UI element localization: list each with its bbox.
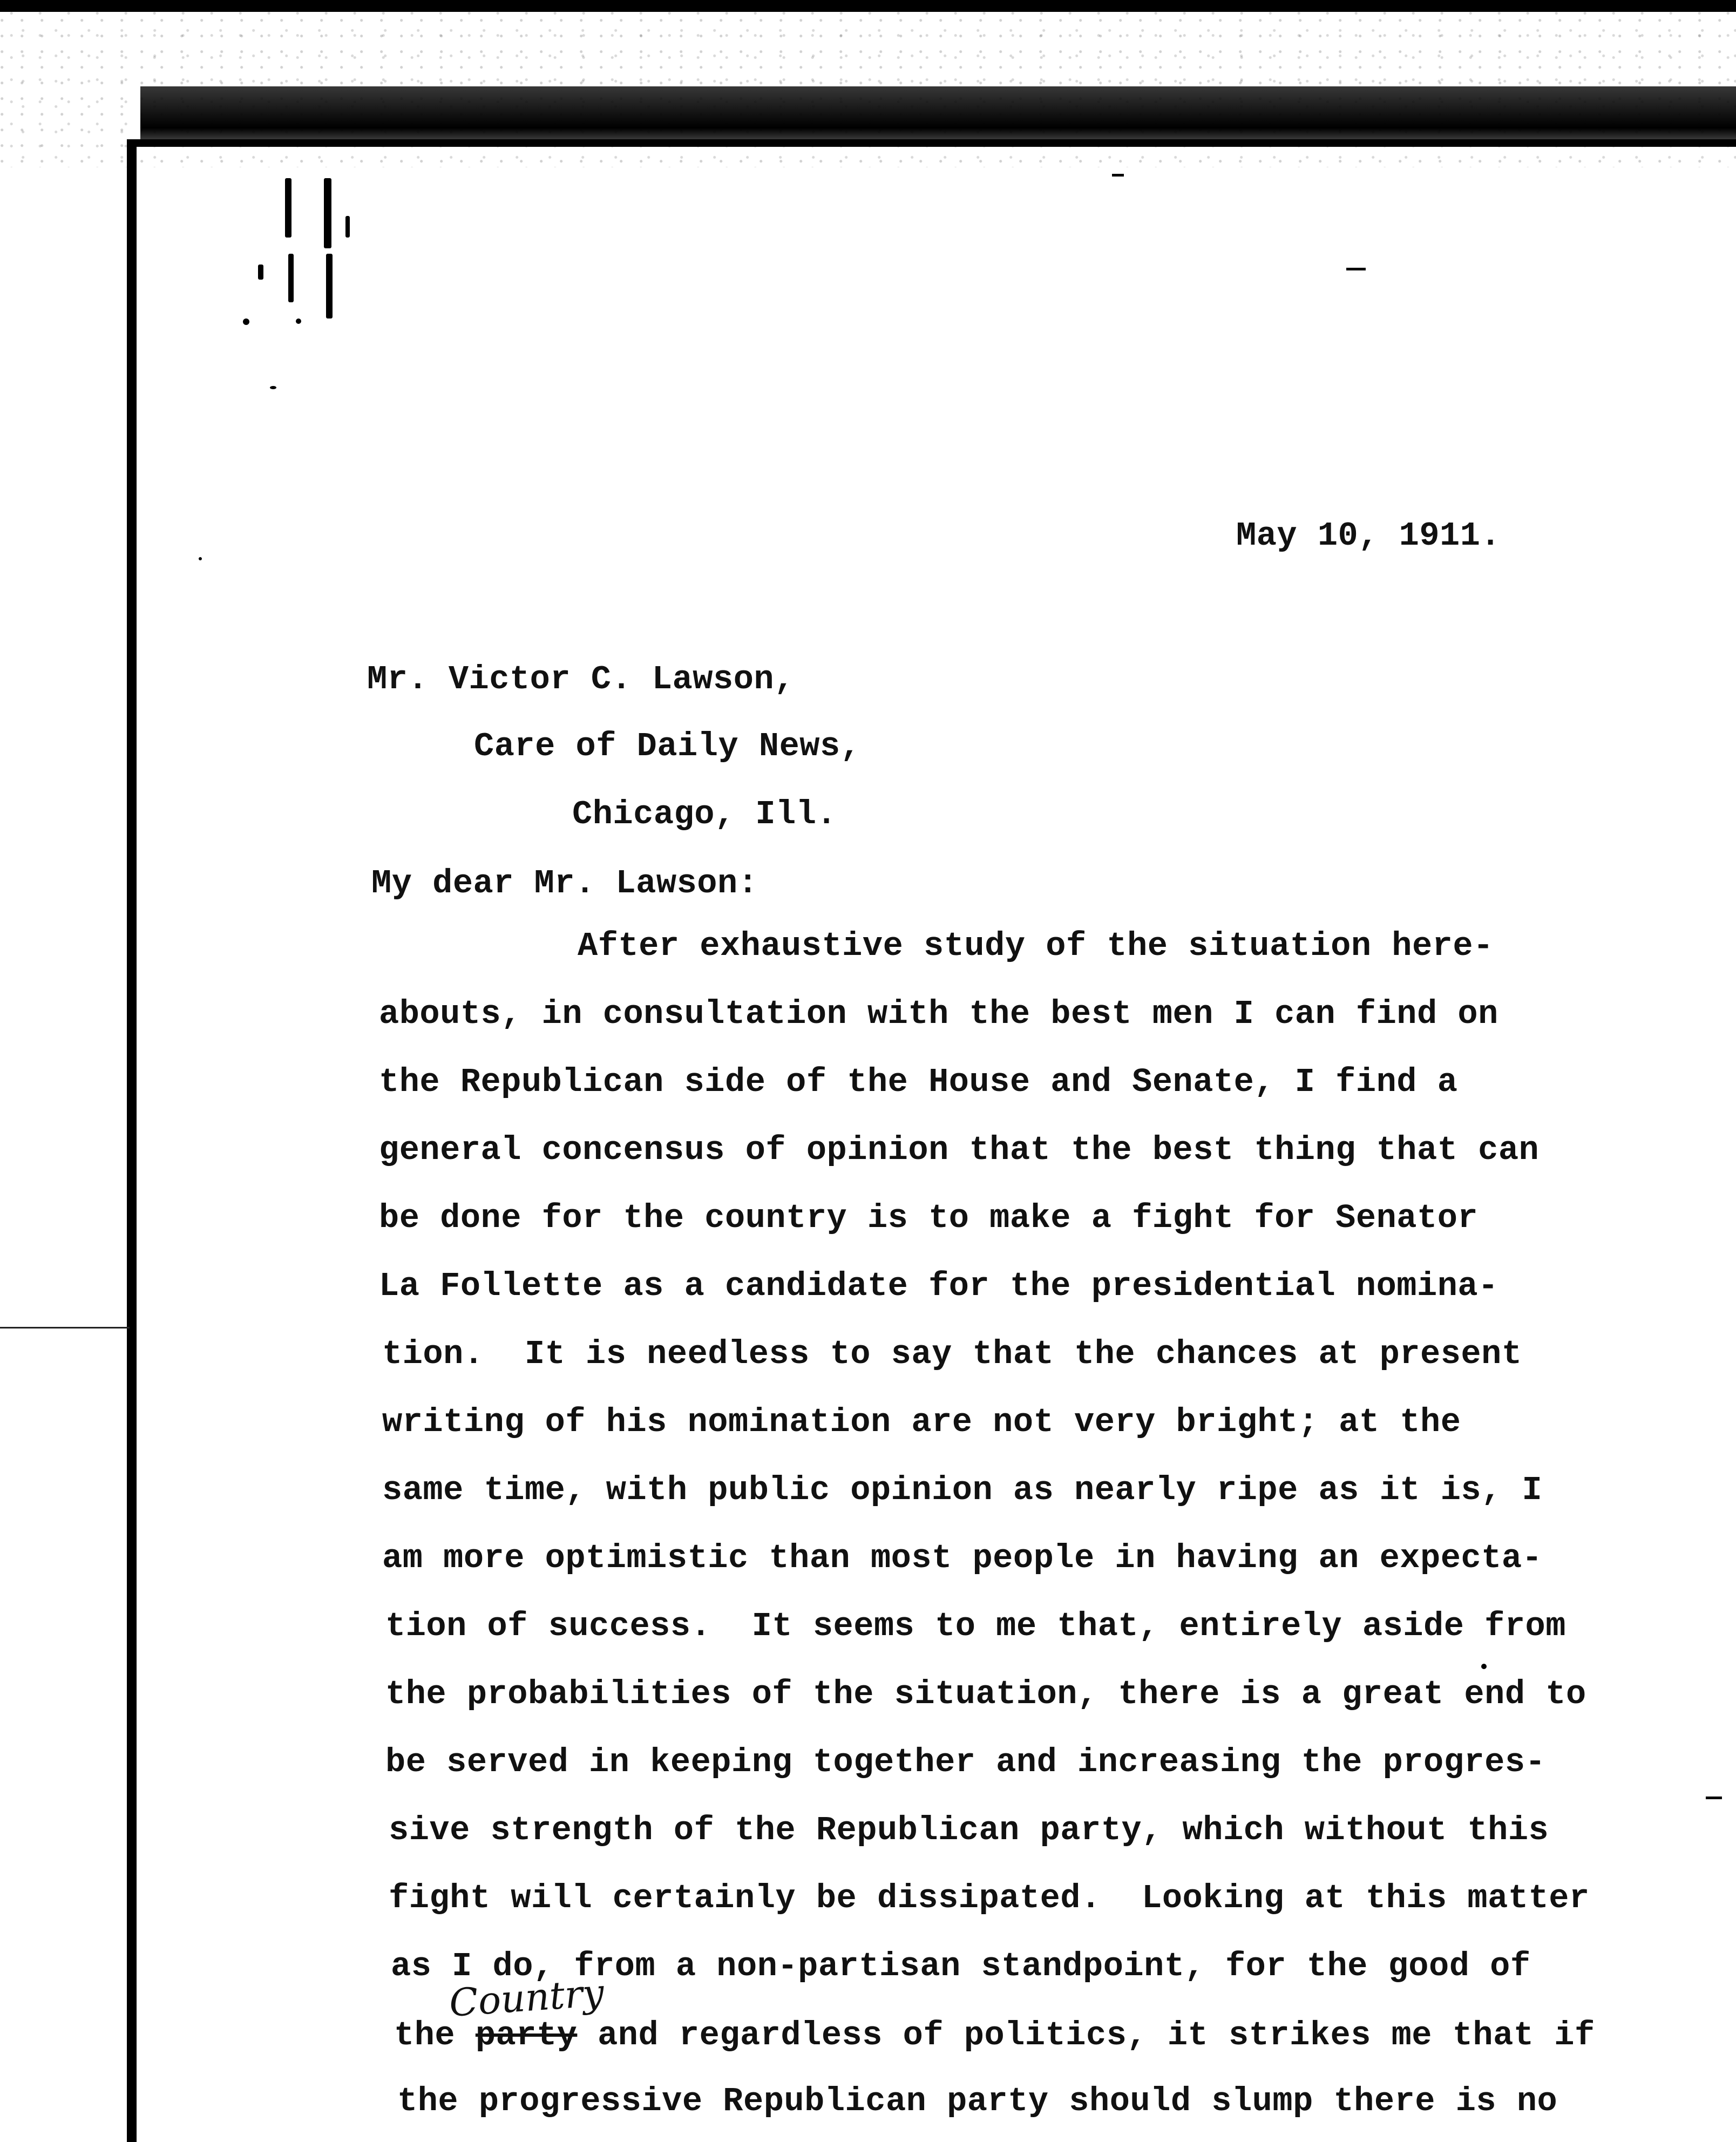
- page-edge-left: [127, 140, 137, 2142]
- body-line: fight will certainly be dissipated. Looking at this matter: [389, 1879, 1590, 1917]
- letter-date: May 10, 1911.: [1236, 517, 1501, 555]
- body-line: After exhaustive study of the situation here-: [578, 927, 1494, 965]
- body-line: be served in keeping together and increasing the progres-: [385, 1743, 1546, 1781]
- body-line: abouts, in consultation with the best men I can find on: [379, 995, 1498, 1033]
- body-line: sive strength of the Republican party, which without this: [389, 1811, 1549, 1849]
- body-line: the probabilities of the situation, there is a great end to: [385, 1675, 1586, 1713]
- recipient-name: Mr. Victor C. Lawson,: [367, 660, 795, 699]
- body-line: same time, with public opinion as nearly ripe as it is, I: [382, 1471, 1543, 1509]
- salutation: My dear Mr. Lawson:: [371, 864, 758, 903]
- body-line: am more optimistic than most people in having an expecta-: [382, 1539, 1543, 1577]
- handwritten-insertion: Country: [447, 1970, 606, 2025]
- body-line: general concensus of opinion that the best thing that can: [379, 1131, 1540, 1169]
- body-line: La Follette as a candidate for the presidential nomina-: [379, 1267, 1498, 1305]
- body-line: writing of his nomination are not very bright; at the: [382, 1403, 1461, 1441]
- body-line: tion of success. It seems to me that, entirely aside from: [385, 1607, 1566, 1645]
- scan-dark-strip: [140, 86, 1736, 146]
- body-line: the progressive Republican party should slump there is no: [397, 2082, 1558, 2120]
- body-line-prefix: the: [394, 2016, 476, 2055]
- body-line: as I do, from a non-partisan standpoint, for the good of: [391, 1947, 1531, 1985]
- recipient-address-line2: Care of Daily News,: [474, 727, 861, 765]
- body-line-suffix: and regardless of politics, it strikes me that if: [577, 2016, 1595, 2055]
- page-edge-top: [127, 139, 1736, 147]
- body-line-with-correction: [394, 2016, 1595, 2055]
- body-line: the Republican side of the House and Senate, I find a: [379, 1063, 1458, 1101]
- struck-word: party: [475, 2016, 578, 2055]
- body-line: be done for the country is to make a fight for Senator: [379, 1199, 1479, 1237]
- body-line: tion. It is needless to say that the chances at present: [382, 1335, 1522, 1373]
- recipient-address-line3: Chicago, Ill.: [572, 795, 837, 833]
- scan-edge-tick: [0, 1327, 130, 1328]
